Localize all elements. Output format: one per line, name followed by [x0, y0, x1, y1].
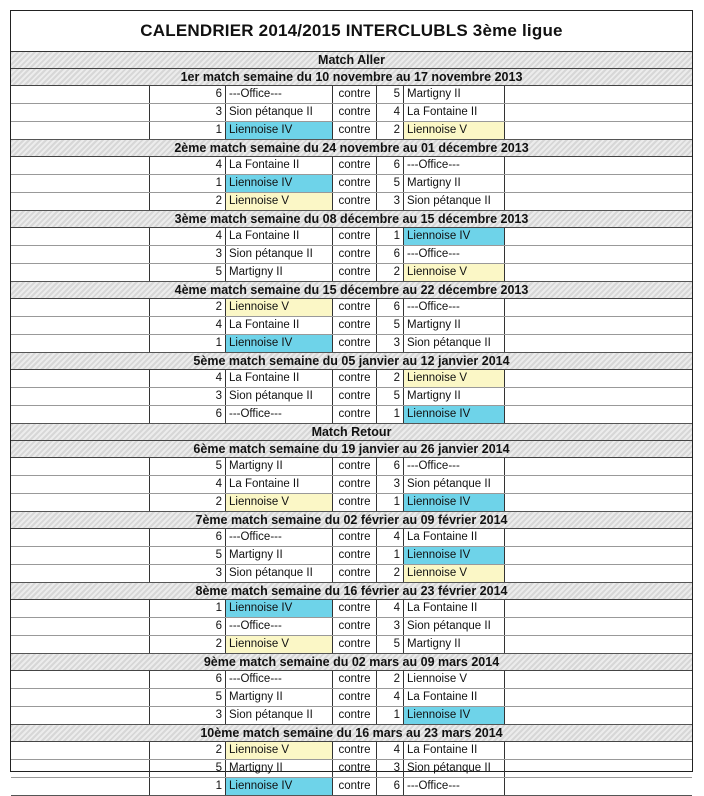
away-team-number: 4 — [376, 689, 403, 706]
away-team-number: 2 — [376, 671, 403, 688]
versus-label: contre — [332, 671, 376, 688]
versus-label: contre — [332, 458, 376, 475]
row-gutter — [11, 458, 149, 475]
round-matches — [11, 86, 692, 140]
away-team-name: Sion pétanque II — [403, 760, 505, 777]
away-team-number: 6 — [376, 778, 403, 795]
home-team-number: 6 — [149, 671, 225, 688]
away-team-name: Liennoise IV — [403, 494, 505, 511]
away-team-name: La Fontaine II — [403, 689, 505, 706]
home-team-name: Sion pétanque II — [225, 104, 332, 121]
match-row — [11, 246, 692, 264]
away-team-name: ---Office--- — [403, 246, 505, 263]
match-row — [11, 157, 692, 175]
home-team-name: ---Office--- — [225, 406, 332, 423]
away-team-name: La Fontaine II — [403, 104, 505, 121]
home-team-name: Martigny II — [225, 458, 332, 475]
versus-label: contre — [332, 494, 376, 511]
home-team-name: Liennoise IV — [225, 122, 332, 139]
round-matches — [11, 529, 692, 583]
section-header: Match Retour — [11, 424, 692, 441]
away-team-name: La Fontaine II — [403, 742, 505, 759]
versus-label: contre — [332, 636, 376, 653]
home-team-number: 2 — [149, 193, 225, 210]
home-team-name: La Fontaine II — [225, 317, 332, 334]
round-header: 9ème match semaine du 02 mars au 09 mars 2014 — [11, 654, 692, 671]
home-team-number: 2 — [149, 742, 225, 759]
home-team-name: Sion pétanque II — [225, 565, 332, 582]
match-row — [11, 778, 692, 796]
match-row — [11, 370, 692, 388]
schedule-content — [11, 52, 692, 796]
versus-label: contre — [332, 299, 376, 316]
row-gutter — [11, 86, 149, 103]
home-team-number: 1 — [149, 175, 225, 192]
match-row — [11, 565, 692, 583]
home-team-number: 4 — [149, 228, 225, 245]
versus-label: contre — [332, 335, 376, 352]
home-team-name: Liennoise V — [225, 742, 332, 759]
home-team-name: La Fontaine II — [225, 157, 332, 174]
away-team-name: Martigny II — [403, 388, 505, 405]
row-gutter — [11, 228, 149, 245]
away-team-name: Liennoise V — [403, 264, 505, 281]
row-gutter — [11, 476, 149, 493]
versus-label: contre — [332, 760, 376, 777]
home-team-name: La Fontaine II — [225, 476, 332, 493]
page-title: CALENDRIER 2014/2015 INTERCLUBLS 3ème ligue — [11, 11, 692, 52]
versus-label: contre — [332, 565, 376, 582]
away-team-name: Sion pétanque II — [403, 476, 505, 493]
versus-label: contre — [332, 175, 376, 192]
away-team-number: 4 — [376, 104, 403, 121]
away-team-name: Liennoise IV — [403, 406, 505, 423]
away-team-name: La Fontaine II — [403, 600, 505, 617]
round-matches — [11, 600, 692, 654]
versus-label: contre — [332, 689, 376, 706]
round-matches — [11, 742, 692, 796]
row-gutter — [11, 494, 149, 511]
versus-label: contre — [332, 228, 376, 245]
row-gutter — [11, 618, 149, 635]
home-team-number: 4 — [149, 157, 225, 174]
away-team-number: 3 — [376, 476, 403, 493]
match-row — [11, 122, 692, 140]
row-gutter — [11, 104, 149, 121]
match-row — [11, 104, 692, 122]
home-team-name: Martigny II — [225, 547, 332, 564]
section-header: Match Aller — [11, 52, 692, 69]
home-team-number: 6 — [149, 618, 225, 635]
row-gutter — [11, 193, 149, 210]
versus-label: contre — [332, 193, 376, 210]
away-team-name: Liennoise IV — [403, 228, 505, 245]
home-team-number: 6 — [149, 406, 225, 423]
home-team-number: 3 — [149, 246, 225, 263]
home-team-number: 1 — [149, 600, 225, 617]
home-team-name: Liennoise IV — [225, 335, 332, 352]
home-team-number: 2 — [149, 299, 225, 316]
versus-label: contre — [332, 600, 376, 617]
home-team-number: 3 — [149, 104, 225, 121]
away-team-number: 2 — [376, 370, 403, 387]
row-gutter — [11, 299, 149, 316]
match-row — [11, 760, 692, 778]
away-team-number: 6 — [376, 458, 403, 475]
away-team-name: ---Office--- — [403, 458, 505, 475]
away-team-number: 5 — [376, 175, 403, 192]
row-gutter — [11, 175, 149, 192]
row-gutter — [11, 246, 149, 263]
away-team-number: 3 — [376, 760, 403, 777]
away-team-name: ---Office--- — [403, 299, 505, 316]
row-gutter — [11, 157, 149, 174]
home-team-name: ---Office--- — [225, 529, 332, 546]
versus-label: contre — [332, 618, 376, 635]
match-row — [11, 618, 692, 636]
away-team-number: 3 — [376, 618, 403, 635]
row-gutter — [11, 565, 149, 582]
away-team-number: 6 — [376, 299, 403, 316]
home-team-name: Liennoise V — [225, 494, 332, 511]
away-team-name: Martigny II — [403, 636, 505, 653]
away-team-name: Liennoise V — [403, 671, 505, 688]
versus-label: contre — [332, 86, 376, 103]
versus-label: contre — [332, 122, 376, 139]
away-team-name: Liennoise V — [403, 565, 505, 582]
away-team-number: 3 — [376, 193, 403, 210]
home-team-name: Sion pétanque II — [225, 388, 332, 405]
match-row — [11, 547, 692, 565]
home-team-number: 1 — [149, 122, 225, 139]
home-team-name: Martigny II — [225, 264, 332, 281]
away-team-number: 4 — [376, 742, 403, 759]
match-row — [11, 228, 692, 246]
row-gutter — [11, 600, 149, 617]
home-team-name: Liennoise IV — [225, 175, 332, 192]
away-team-name: Sion pétanque II — [403, 335, 505, 352]
home-team-number: 5 — [149, 760, 225, 777]
row-gutter — [11, 406, 149, 423]
home-team-number: 5 — [149, 689, 225, 706]
away-team-number: 4 — [376, 529, 403, 546]
home-team-name: Sion pétanque II — [225, 707, 332, 724]
home-team-name: ---Office--- — [225, 86, 332, 103]
round-header: 4ème match semaine du 15 décembre au 22 décembre 2013 — [11, 282, 692, 299]
versus-label: contre — [332, 246, 376, 263]
away-team-number: 5 — [376, 317, 403, 334]
versus-label: contre — [332, 707, 376, 724]
versus-label: contre — [332, 476, 376, 493]
away-team-number: 5 — [376, 86, 403, 103]
match-row — [11, 86, 692, 104]
versus-label: contre — [332, 529, 376, 546]
away-team-number: 2 — [376, 264, 403, 281]
match-row — [11, 529, 692, 547]
row-gutter — [11, 636, 149, 653]
away-team-name: Liennoise V — [403, 122, 505, 139]
round-header: 1er match semaine du 10 novembre au 17 novembre 2013 — [11, 69, 692, 86]
row-gutter — [11, 742, 149, 759]
match-row — [11, 458, 692, 476]
away-team-number: 4 — [376, 600, 403, 617]
home-team-number: 3 — [149, 565, 225, 582]
row-gutter — [11, 370, 149, 387]
round-header: 6ème match semaine du 19 janvier au 26 janvier 2014 — [11, 441, 692, 458]
home-team-name: Liennoise V — [225, 299, 332, 316]
row-gutter — [11, 264, 149, 281]
match-row — [11, 406, 692, 424]
away-team-name: Martigny II — [403, 175, 505, 192]
match-row — [11, 264, 692, 282]
round-matches — [11, 299, 692, 353]
versus-label: contre — [332, 778, 376, 795]
round-matches — [11, 458, 692, 512]
home-team-name: La Fontaine II — [225, 370, 332, 387]
home-team-name: Sion pétanque II — [225, 246, 332, 263]
match-row — [11, 299, 692, 317]
home-team-name: ---Office--- — [225, 618, 332, 635]
away-team-number: 1 — [376, 494, 403, 511]
row-gutter — [11, 529, 149, 546]
home-team-name: Liennoise IV — [225, 600, 332, 617]
home-team-number: 4 — [149, 317, 225, 334]
home-team-name: Liennoise V — [225, 636, 332, 653]
home-team-number: 3 — [149, 388, 225, 405]
match-row — [11, 494, 692, 512]
calendar-sheet — [10, 10, 693, 792]
match-row — [11, 636, 692, 654]
row-gutter — [11, 388, 149, 405]
home-team-number: 2 — [149, 636, 225, 653]
row-gutter — [11, 707, 149, 724]
home-team-number: 4 — [149, 476, 225, 493]
away-team-name: Sion pétanque II — [403, 193, 505, 210]
round-header: 10ème match semaine du 16 mars au 23 mars 2014 — [11, 725, 692, 742]
home-team-name: Liennoise IV — [225, 778, 332, 795]
match-row — [11, 742, 692, 760]
round-matches — [11, 370, 692, 424]
row-gutter — [11, 689, 149, 706]
home-team-name: La Fontaine II — [225, 228, 332, 245]
away-team-number: 5 — [376, 388, 403, 405]
away-team-number: 1 — [376, 707, 403, 724]
away-team-number: 3 — [376, 335, 403, 352]
home-team-number: 5 — [149, 458, 225, 475]
match-row — [11, 317, 692, 335]
home-team-number: 3 — [149, 707, 225, 724]
row-gutter — [11, 317, 149, 334]
home-team-number: 1 — [149, 778, 225, 795]
match-row — [11, 689, 692, 707]
row-gutter — [11, 122, 149, 139]
match-row — [11, 175, 692, 193]
away-team-name: Martigny II — [403, 317, 505, 334]
home-team-number: 1 — [149, 335, 225, 352]
versus-label: contre — [332, 104, 376, 121]
home-team-number: 6 — [149, 529, 225, 546]
home-team-name: Liennoise V — [225, 193, 332, 210]
round-matches — [11, 671, 692, 725]
round-header: 3ème match semaine du 08 décembre au 15 décembre 2013 — [11, 211, 692, 228]
round-header: 2ème match semaine du 24 novembre au 01 décembre 2013 — [11, 140, 692, 157]
match-row — [11, 476, 692, 494]
away-team-name: Sion pétanque II — [403, 618, 505, 635]
away-team-number: 2 — [376, 565, 403, 582]
home-team-number: 2 — [149, 494, 225, 511]
versus-label: contre — [332, 547, 376, 564]
versus-label: contre — [332, 317, 376, 334]
home-team-name: ---Office--- — [225, 671, 332, 688]
away-team-number: 1 — [376, 547, 403, 564]
home-team-number: 5 — [149, 264, 225, 281]
home-team-name: Martigny II — [225, 760, 332, 777]
away-team-number: 5 — [376, 636, 403, 653]
away-team-number: 1 — [376, 406, 403, 423]
away-team-name: La Fontaine II — [403, 529, 505, 546]
home-team-number: 5 — [149, 547, 225, 564]
away-team-number: 2 — [376, 122, 403, 139]
row-gutter — [11, 778, 149, 795]
round-matches — [11, 157, 692, 211]
match-row — [11, 388, 692, 406]
match-row — [11, 193, 692, 211]
versus-label: contre — [332, 157, 376, 174]
round-matches — [11, 228, 692, 282]
row-gutter — [11, 335, 149, 352]
match-row — [11, 600, 692, 618]
row-gutter — [11, 760, 149, 777]
away-team-name: Martigny II — [403, 86, 505, 103]
away-team-name: Liennoise IV — [403, 547, 505, 564]
away-team-number: 6 — [376, 157, 403, 174]
away-team-name: ---Office--- — [403, 157, 505, 174]
row-gutter — [11, 547, 149, 564]
match-row — [11, 335, 692, 353]
away-team-number: 6 — [376, 246, 403, 263]
away-team-name: Liennoise IV — [403, 707, 505, 724]
versus-label: contre — [332, 264, 376, 281]
row-gutter — [11, 671, 149, 688]
home-team-name: Martigny II — [225, 689, 332, 706]
home-team-number: 6 — [149, 86, 225, 103]
versus-label: contre — [332, 370, 376, 387]
versus-label: contre — [332, 388, 376, 405]
round-header: 5ème match semaine du 05 janvier au 12 janvier 2014 — [11, 353, 692, 370]
match-row — [11, 671, 692, 689]
versus-label: contre — [332, 742, 376, 759]
match-row — [11, 707, 692, 725]
round-header: 8ème match semaine du 16 février au 23 février 2014 — [11, 583, 692, 600]
away-team-name: Liennoise V — [403, 370, 505, 387]
away-team-name: ---Office--- — [403, 778, 505, 795]
round-header: 7ème match semaine du 02 février au 09 février 2014 — [11, 512, 692, 529]
versus-label: contre — [332, 406, 376, 423]
away-team-number: 1 — [376, 228, 403, 245]
home-team-number: 4 — [149, 370, 225, 387]
